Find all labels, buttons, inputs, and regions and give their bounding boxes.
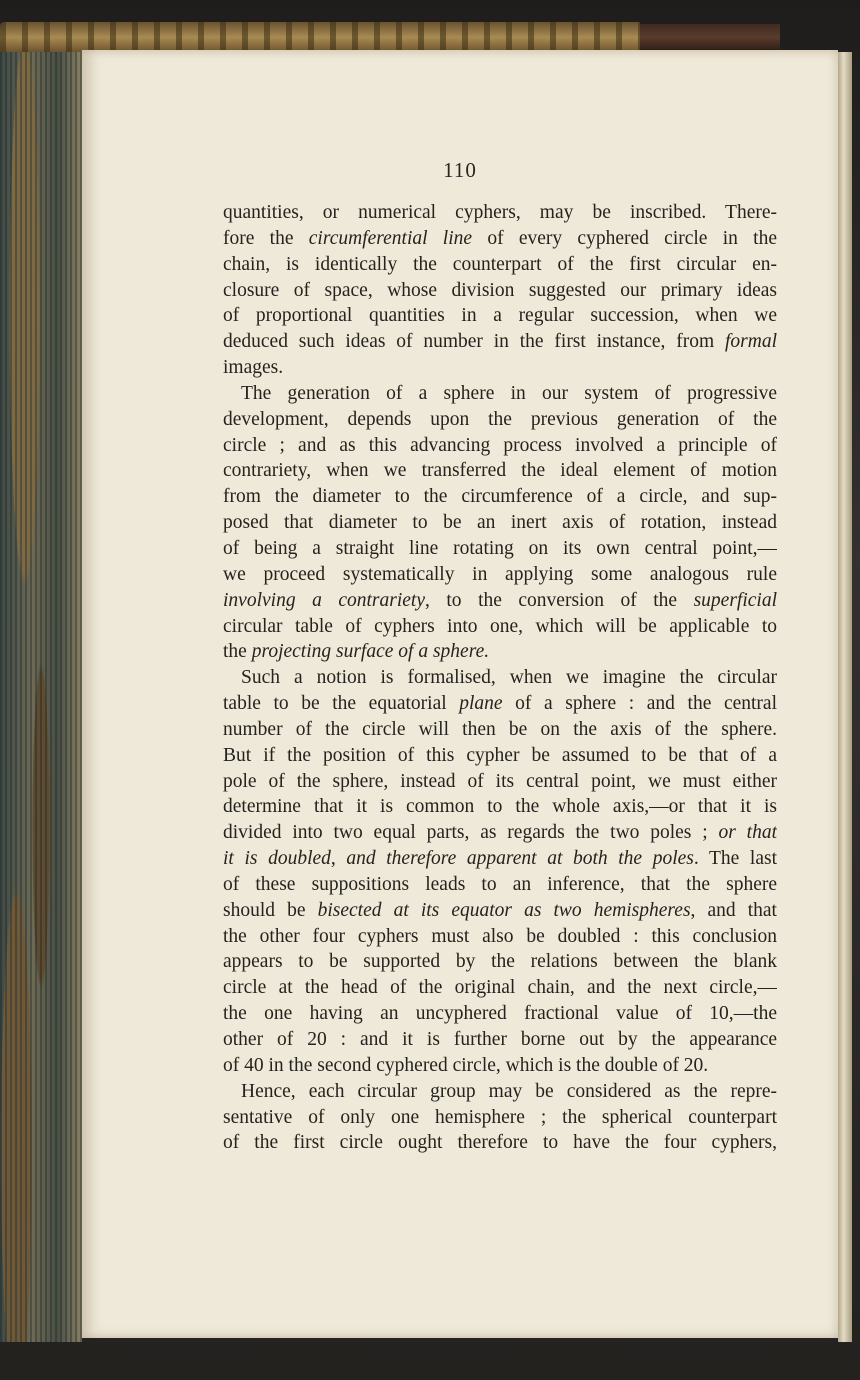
text-segment: of a sphere : and the central: [502, 693, 777, 715]
text-line: [223, 846, 777, 872]
book-page: [82, 50, 838, 1338]
text-line: [223, 536, 777, 562]
text-segment: Hence, each circular group may be considered as the repre-: [241, 1080, 777, 1102]
text-segment: other of 20 : and it is further borne out by the appearance: [223, 1029, 777, 1050]
text-line: [223, 329, 777, 355]
text-segment: table to be the equatorial: [223, 693, 460, 715]
text-line: [223, 949, 777, 975]
italic-text: bisected at its equator as two hemispheres: [317, 899, 691, 921]
text-line: [223, 484, 777, 510]
text-segment: , to the conversion of the: [425, 589, 694, 611]
text-line: [223, 743, 777, 769]
text-segment: closure of space, whose division suggested our primary ideas: [223, 279, 777, 301]
text-line: [223, 226, 777, 252]
text-line: [223, 1001, 777, 1027]
text-line: [223, 562, 777, 588]
text-line: [223, 381, 777, 407]
text-line: [223, 1079, 777, 1105]
text-line: [223, 433, 777, 459]
text-segment: the one having an uncyphered fractional value of 10,—the: [223, 1003, 777, 1025]
text-segment: contrariety, when we transferred the ideal element of motion: [223, 460, 777, 482]
text-segment: The generation of a sphere in our system of progressive: [241, 382, 777, 404]
text-line: [223, 872, 777, 898]
book-cover-leather: [640, 24, 780, 50]
text-segment: chain, is identically the counterpart of the first circular en-: [223, 253, 777, 275]
text-segment: determine that it is common to the whole axis,—or that it is: [223, 796, 777, 818]
text-line: [223, 278, 777, 304]
text-line: [223, 614, 777, 640]
italic-text: plane: [459, 693, 503, 715]
italic-text: superficial: [693, 589, 777, 611]
text-segment: of being a straight line rotating on its own central point,—: [223, 537, 777, 559]
text-line: [223, 794, 777, 820]
text-line: [223, 665, 777, 691]
text-line: [223, 588, 777, 614]
text-line: [223, 975, 777, 1001]
text-segment: . The last: [693, 848, 777, 870]
italic-text: it is doubled: [223, 848, 331, 870]
text-segment: images.: [223, 357, 284, 379]
text-segment: number of the circle will then be on the axis of the sphere.: [223, 718, 777, 740]
text-line: [223, 820, 777, 846]
text-line: [223, 303, 777, 329]
text-segment: But if the position of this cypher be assumed to be that of a: [223, 744, 777, 766]
text-line: [223, 1053, 777, 1079]
text-segment: divided into two equal parts, as regards the two poles ;: [223, 822, 719, 844]
text-segment: posed that diameter to be an inert axis of rotation, instead: [223, 512, 777, 534]
text-segment: fore the: [223, 227, 309, 249]
text-line: [223, 717, 777, 743]
text-segment: should be: [223, 899, 318, 921]
text-segment: ,: [330, 848, 347, 870]
marbled-page-edge: [0, 52, 82, 1342]
text-segment: the: [223, 641, 252, 663]
page-edge-right: [838, 52, 852, 1342]
italic-text: circumferential line: [308, 227, 473, 249]
text-segment: we proceed systematically in applying some analogous rule: [223, 563, 777, 585]
text-line: [223, 510, 777, 536]
text-line: [223, 458, 777, 484]
text-line: [223, 898, 777, 924]
italic-text: formal: [724, 331, 777, 353]
page-number: 110: [443, 158, 477, 182]
text-segment: of these suppositions leads to an inference, that the sphere: [223, 873, 777, 895]
italic-text: involving a contrariety: [223, 589, 425, 611]
text-segment: sentative of only one hemisphere ; the spherical counterpart: [223, 1106, 777, 1128]
text-segment: circle at the head of the original chain, and the next circle,—: [223, 977, 777, 999]
text-segment: quantities, or numerical cyphers, may be inscribed. There-: [223, 202, 777, 223]
text-segment: Such a notion is formalised, when we imagine the circular: [241, 667, 777, 689]
text-line: [223, 1027, 777, 1053]
text-segment: the other four cyphers must also be doubled : this conclusion: [223, 925, 777, 947]
text-segment: development, depends upon the previous generation of the: [223, 408, 777, 430]
body-text: [223, 200, 777, 1156]
text-line: [223, 639, 777, 665]
text-segment: appears to be supported by the relations between the blank: [223, 951, 777, 973]
text-line: [223, 252, 777, 278]
text-segment: of the first circle ought therefore to have the four cyphers,: [223, 1132, 777, 1154]
text-line: [223, 769, 777, 795]
text-segment: from the diameter to the circumference of a circle, and sup-: [223, 486, 777, 508]
text-segment: of every cyphered circle in the: [472, 227, 777, 249]
text-segment: deduced such ideas of number in the first instance, from: [223, 331, 725, 353]
text-line: [223, 407, 777, 433]
text-segment: circle ; and as this advancing process involved a principle of: [223, 434, 777, 456]
text-line: [223, 200, 777, 226]
text-line: [223, 1130, 777, 1156]
text-line: [223, 1105, 777, 1131]
italic-text: projecting surface of a sphere.: [251, 641, 490, 663]
text-line: [223, 924, 777, 950]
italic-text: or that: [718, 822, 777, 844]
italic-text: and therefore apparent at both the poles: [346, 848, 694, 870]
text-segment: of proportional quantities in a regular succession, when we: [223, 305, 777, 327]
text-line: [223, 355, 777, 381]
text-segment: , and that: [690, 899, 777, 921]
text-line: [223, 691, 777, 717]
text-segment: of 40 in the second cyphered circle, which is the double of 20.: [223, 1054, 709, 1076]
text-segment: pole of the sphere, instead of its central point, we must either: [223, 770, 777, 792]
text-segment: circular table of cyphers into one, which will be applicable to: [223, 615, 777, 637]
